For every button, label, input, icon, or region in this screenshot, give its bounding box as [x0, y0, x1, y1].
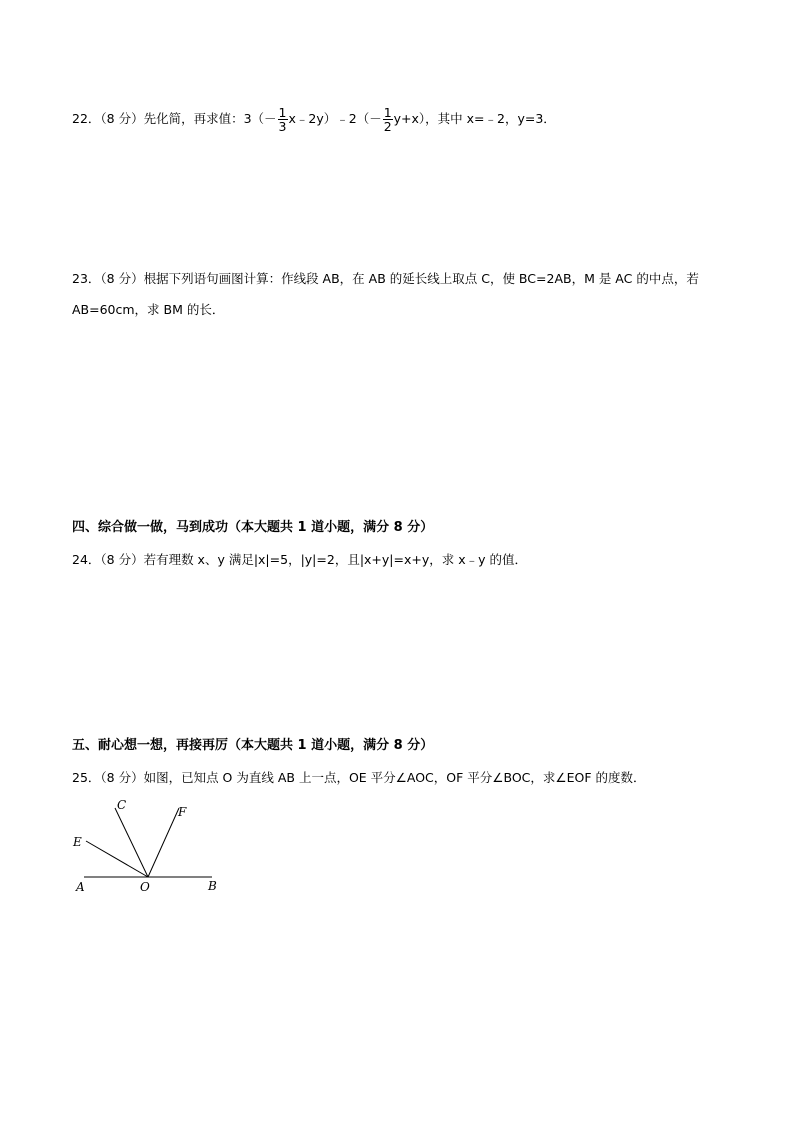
q22-head: 22．（8 分）先化简，再求值：3（－ [72, 111, 277, 126]
label-e: E [73, 835, 82, 849]
section-5-heading: 五、耐心想一想，再接再厉（本大题共 1 道小题，满分 8 分） [72, 738, 434, 753]
section-4-heading: 四、综合做一做，马到成功（本大题共 1 道小题，满分 8 分） [72, 520, 434, 535]
question-23-line-1: 23．（8 分）根据下列语句画图计算：作线段 AB，在 AB 的延长线上取点 C，使 BC=2AB，M 是 AC 的中点，若 [72, 271, 699, 286]
angle-figure [70, 792, 230, 902]
ray-oe [86, 841, 148, 877]
label-o: O [140, 880, 150, 894]
ray-oc [115, 808, 148, 877]
question-22 [72, 106, 556, 133]
label-f: F [178, 805, 187, 819]
fraction-denominator: 2 [383, 119, 392, 134]
fraction-one-half [383, 106, 393, 133]
ray-of [148, 808, 179, 877]
fraction-denominator: 3 [278, 119, 287, 134]
question-24: 24．（8 分）若有理数 x、y 满足|x|=5，|y|=2，且|x+y|=x+y，求 x﹣y 的值． [72, 552, 527, 567]
label-a: A [76, 880, 85, 894]
question-25: 25．（8 分）如图，已知点 O 为直线 AB 上一点，OE 平分∠AOC，OF 平分∠BOC，求∠EOF 的度数． [72, 770, 646, 785]
fraction-numerator: 1 [383, 105, 392, 120]
q22-tail: y+x），其中 x=﹣2，y=3． [393, 111, 556, 126]
question-23-line-2: AB=60cm，求 BM 的长． [72, 302, 225, 317]
fraction-one-third [278, 106, 288, 133]
label-b: B [208, 879, 217, 893]
label-c: C [117, 798, 127, 812]
q22-mid: x﹣2y）﹣2（－ [288, 111, 382, 126]
fraction-numerator: 1 [278, 105, 287, 120]
